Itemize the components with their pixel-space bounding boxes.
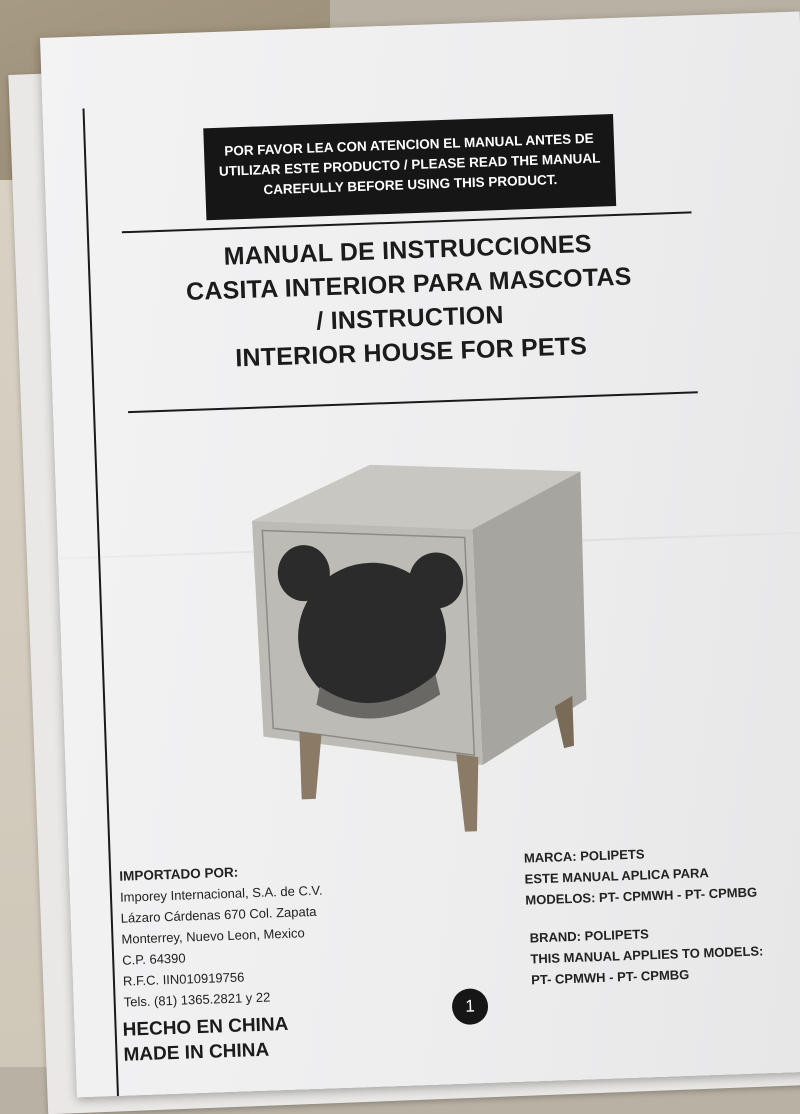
brand-line: MODELOS: PT- CPMWH - PT- CPMBG — [525, 884, 758, 908]
brand-info-english — [529, 917, 800, 990]
brand-line: MARCA: POLIPETS — [523, 846, 645, 866]
brand-line: ESTE MANUAL APLICA PARA — [524, 865, 709, 887]
brand-line: BRAND: POLIPETS — [529, 926, 650, 946]
importer-line: Monterrey, Nuevo Leon, Mexico — [121, 925, 305, 947]
made-in-label — [122, 1012, 289, 1068]
brand-info-spanish — [524, 837, 800, 910]
pet-house-illustration — [250, 449, 603, 841]
importer-line: Imporey Internacional, S.A. de C.V. — [119, 882, 323, 905]
importer-info — [119, 857, 384, 1013]
notice-line: POR FAVOR LEA CON ATENCION EL MANUAL ANTES DE — [224, 130, 594, 159]
importer-line: R.F.C. IIN010919756 — [122, 969, 245, 989]
house-leg-front-left — [299, 731, 323, 800]
made-in-line: MADE IN CHINA — [123, 1039, 270, 1066]
left-margin-rule — [82, 108, 119, 1097]
instruction-manual-page — [40, 11, 800, 1097]
manual-title — [122, 223, 696, 379]
house-leg-front-right — [456, 753, 481, 832]
title-line: / INSTRUCTION — [315, 300, 505, 336]
page-number-badge: 1 — [451, 988, 488, 1025]
title-line: MANUAL DE INSTRUCCIONES — [223, 229, 593, 271]
title-bottom-rule — [128, 391, 698, 413]
importer-line: C.P. 64390 — [121, 950, 186, 968]
warning-notice-box — [203, 114, 616, 220]
made-in-line: HECHO EN CHINA — [122, 1013, 289, 1041]
brand-line: PT- CPMWH - PT- CPMBG — [530, 966, 690, 988]
notice-line: CAREFULLY BEFORE USING THIS PRODUCT. — [263, 172, 558, 198]
title-line: CASITA INTERIOR PARA MASCOTAS — [185, 262, 632, 307]
brand-line: THIS MANUAL APPLIES TO MODELS: — [530, 943, 764, 967]
notice-line: UTILIZAR ESTE PRODUCTO / PLEASE READ THE MANUAL — [218, 150, 601, 179]
importer-line: Lázaro Cárdenas 670 Col. Zapata — [120, 903, 317, 926]
importer-line: Tels. (81) 1365.2821 y 22 — [123, 989, 271, 1010]
importer-heading: IMPORTADO POR: — [119, 864, 239, 884]
title-line: INTERIOR HOUSE FOR PETS — [234, 332, 588, 373]
